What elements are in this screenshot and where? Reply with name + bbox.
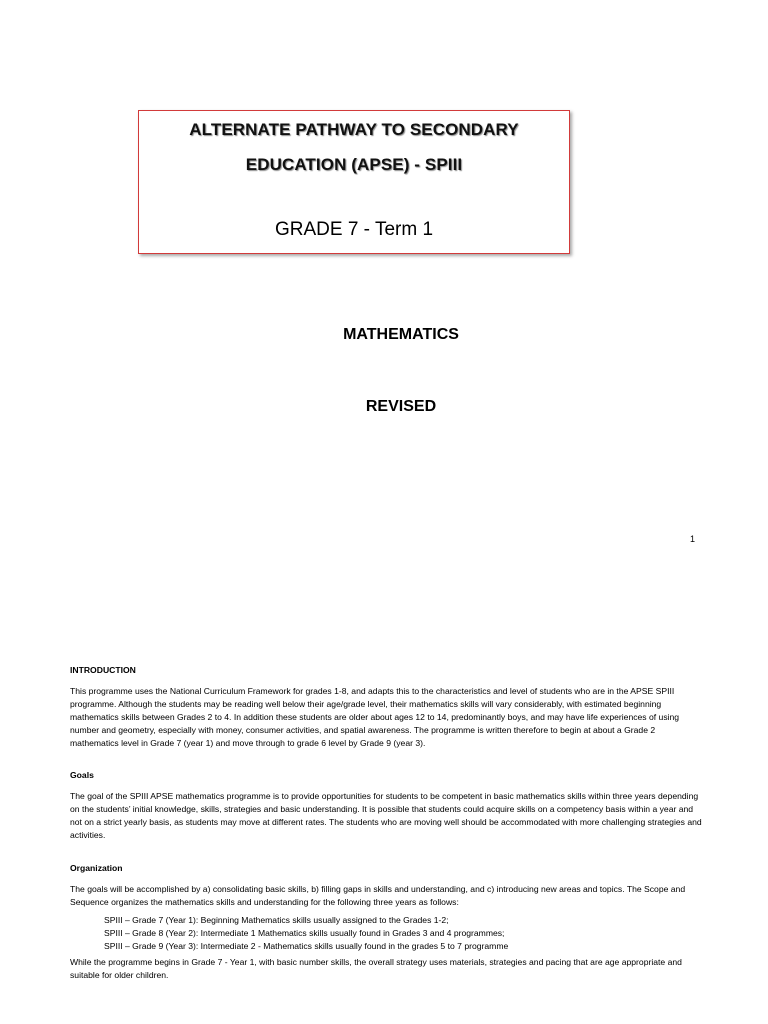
- introduction-paragraph: This programme uses the National Curriculum Framework for grades 1-8, and adapts this to the characteristics and level of students who are in the APSE SPIII programme. Although the students may be reading well below their age/grade level, their mathematics skills will vary considerably, with estimated beginning mathematics skills between Grades 2 to 4. In addition these students are older about ages 12 to 14, predominantly boys, and may have life experiences of using number and geometry, especially with money, consumer activities, and spatial awareness. The programme is written therefore to begin at about a Grade 2 mathematics level in Grade 7 (year 1) and move through to grade 6 level by Grade 9 (year 3).: [70, 685, 680, 748]
- grade-sequence-list: [70, 914, 702, 953]
- organization-heading: Organization: [70, 862, 123, 873]
- list-item: SPIII – Grade 8 (Year 2): Intermediate 1 Mathematics skills usually found in Grades 3 and 4 programmes;: [104, 927, 505, 938]
- organization-paragraph: The goals will be accomplished by a) consolidating basic skills, b) filling gaps in skills and understanding, and c) introducing new areas and topics. The Scope and Sequence organizes the mathematics skills and understanding for the following three years as follows:: [70, 883, 686, 907]
- document-body: [70, 664, 702, 982]
- cover-title-line-1: ALTERNATE PATHWAY TO SECONDARY: [189, 120, 519, 139]
- goals-heading: Goals: [70, 770, 94, 781]
- revision-status: REVISED: [365, 398, 437, 415]
- introduction-heading: INTRODUCTION: [70, 665, 136, 675]
- subject-heading: MATHEMATICS: [343, 326, 459, 343]
- page-number: 1: [690, 534, 696, 544]
- cover-title-line-2: EDUCATION (APSE) - SPIII: [245, 155, 463, 174]
- list-item: SPIII – Grade 7 (Year 1): Beginning Mathematics skills usually assigned to the Grades 1-2;: [104, 914, 449, 925]
- goals-paragraph: The goal of the SPIII APSE mathematics programme is to provide opportunities for students to be competent in basic mathematics skills within three years depending on the students’ initial knowledge, skills, strategies and basic understanding. It is possible that students could acquire skills on a competency basis within a year and not on a strict yearly basis, as students may move at different rates. The students who are moving well should be accommodated with more challenging strategies and activities.: [70, 791, 702, 841]
- organization-closing-paragraph: While the programme begins in Grade 7 - Year 1, with basic number skills, the overall strategy uses materials, strategies and pacing that are age appropriate and suitable for older children.: [70, 957, 682, 981]
- list-item: SPIII – Grade 9 (Year 3): Intermediate 2 - Mathematics skills usually found in the grades 5 to 7 programme: [104, 940, 509, 951]
- cover-title-box: [138, 110, 570, 254]
- grade-term-label: GRADE 7 - Term 1: [274, 219, 434, 240]
